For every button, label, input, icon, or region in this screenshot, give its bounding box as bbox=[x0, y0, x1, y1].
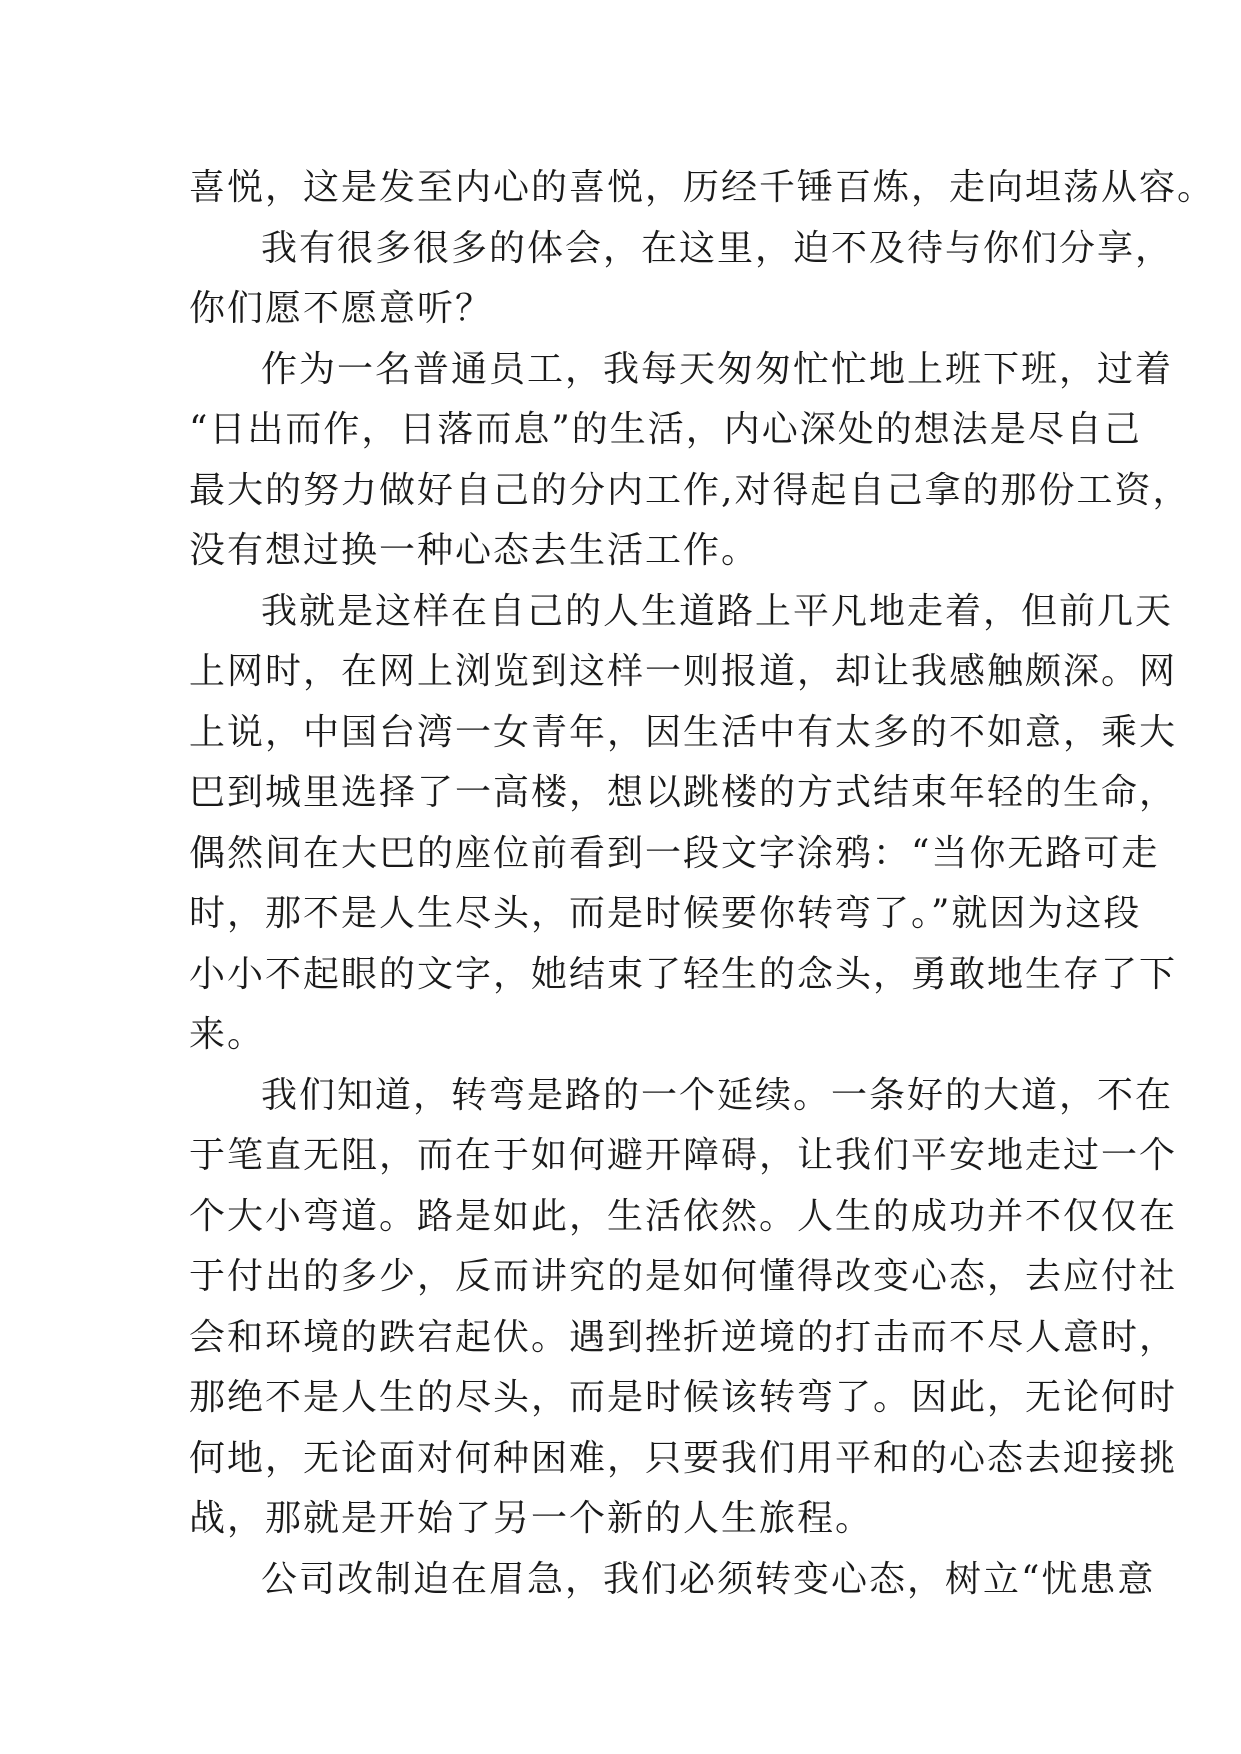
text-line: 上网时，在网上浏览到这样一则报道，却让我感触颇深。网 bbox=[189, 651, 1178, 692]
text-line: 会和环境的跌宕起伏。遇到挫折逆境的打击而不尽人意时， bbox=[189, 1316, 1178, 1358]
text-line: 偶然间在大巴的座位前看到一段文字涂鸦：“当你无路可走 bbox=[189, 832, 1160, 874]
text-line: 你们愿不愿意听？ bbox=[189, 288, 494, 329]
text-line: 我有很多很多的体会，在这里，迫不及待与你们分享， bbox=[261, 227, 1174, 269]
text-line: 我们知道，转弯是路的一个延续。一条好的大道，不在 bbox=[261, 1074, 1174, 1116]
text-line: 来。 bbox=[189, 1014, 266, 1055]
text-line: 时，那不是人生尽头，而是时候要你转弯了。”就因为这段 bbox=[189, 893, 1142, 934]
text-line: 喜悦，这是发至内心的喜悦，历经千锤百炼，走向坦荡从容。 bbox=[189, 167, 1216, 208]
paragraph bbox=[189, 582, 1178, 1066]
text-line: 于笔直无阻，而在于如何避开障碍，让我们平安地走过一个 bbox=[189, 1135, 1178, 1176]
text-line: 公司改制迫在眉急，我们必须转变心态，树立“忧患意 bbox=[261, 1558, 1156, 1600]
text-line: 我就是这样在自己的人生道路上平凡地走着，但前几天 bbox=[261, 590, 1174, 632]
text-line: 那绝不是人生的尽头，而是时候该转弯了。因此，无论何时 bbox=[189, 1377, 1178, 1418]
text-line: 没有想过换一种心态去生活工作。 bbox=[189, 530, 760, 571]
paragraph bbox=[189, 1550, 1156, 1611]
text-line: 最大的努力做好自己的分内工作,对得起自己拿的那份工资， bbox=[189, 469, 1191, 511]
text-line: 巴到城里选择了一高楼，想以跳楼的方式结束年轻的生命， bbox=[189, 772, 1178, 813]
text-line: “日出而作，日落而息”的生活，内心深处的想法是尽自己 bbox=[189, 409, 1142, 450]
text-line: 小小不起眼的文字，她结束了轻生的念头，勇敢地生存了下 bbox=[189, 953, 1178, 995]
text-line: 上说，中国台湾一女青年，因生活中有太多的不如意，乘大 bbox=[189, 711, 1178, 753]
paragraph bbox=[189, 340, 1191, 582]
paragraph bbox=[189, 158, 1216, 219]
paragraph bbox=[189, 219, 1174, 340]
text-line: 何地，无论面对何种困难，只要我们用平和的心态去迎接挑 bbox=[189, 1437, 1178, 1479]
text-line: 战，那就是开始了另一个新的人生旅程。 bbox=[189, 1498, 874, 1539]
paragraph bbox=[189, 1066, 1178, 1550]
text-line: 作为一名普通员工，我每天匆匆忙忙地上班下班，过着 bbox=[261, 348, 1174, 390]
text-line: 于付出的多少，反而讲究的是如何懂得改变心态，去应付社 bbox=[189, 1256, 1178, 1297]
document-body bbox=[189, 158, 1216, 1610]
text-line: 个大小弯道。路是如此，生活依然。人生的成功并不仅仅在 bbox=[189, 1195, 1178, 1237]
